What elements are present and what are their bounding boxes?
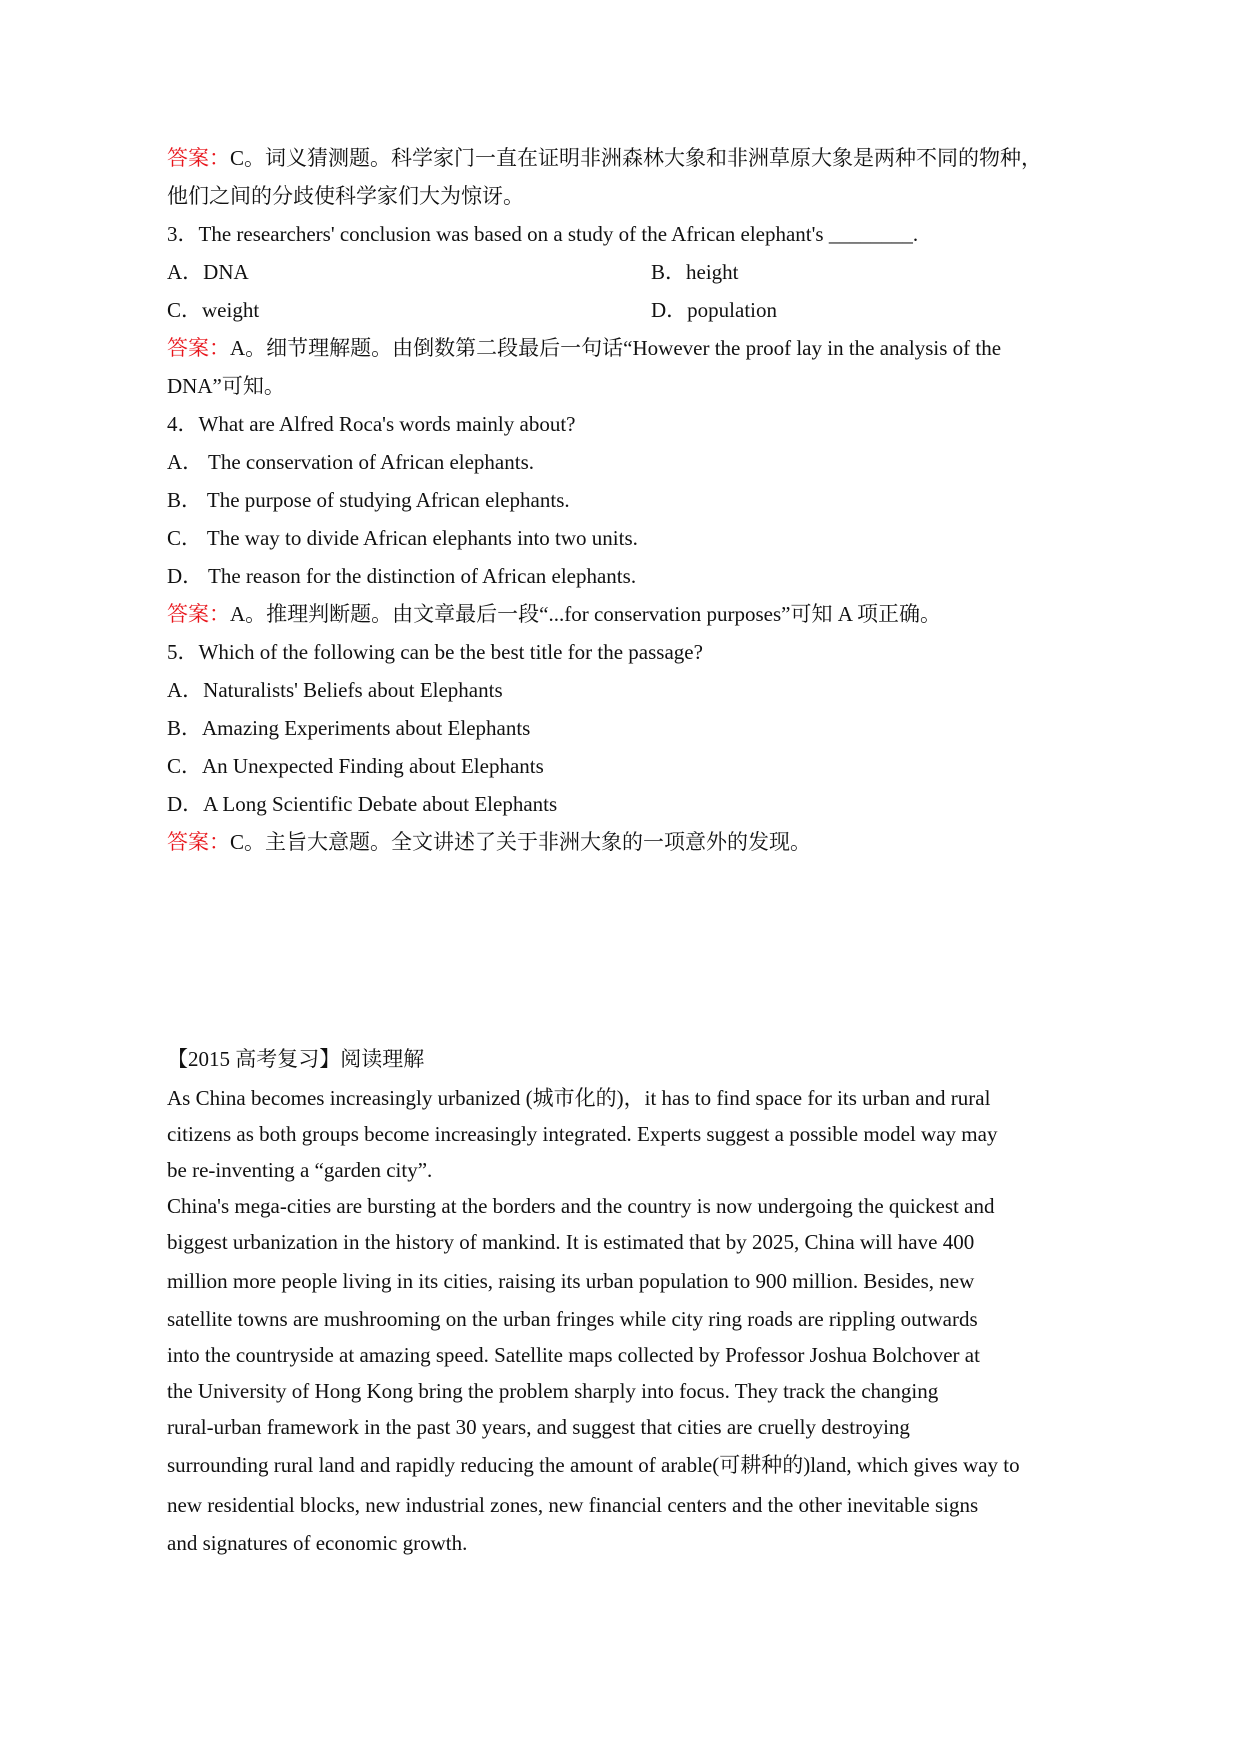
answer-text: A。细节理解题。由倒数第二段最后一句话“However the proof lay in the analysis of the [230, 336, 1002, 360]
passage-line: new residential blocks, new industrial zones, new financial centers and the other inevitable signs [167, 1493, 979, 1517]
passage-line: into the countryside at amazing speed. Satellite maps collected by Professor Joshua Bolchover at [167, 1343, 980, 1367]
q5-option-d: D．A Long Scientific Debate about Elephants [167, 792, 558, 816]
q3-options-row-1 [167, 258, 1087, 286]
reading-passage [167, 1038, 1097, 1561]
q3-option-a: A．DNA [167, 260, 249, 284]
q5-option-a: A．Naturalists' Beliefs about Elephants [167, 678, 503, 702]
q4-stem: 4．What are Alfred Roca's words mainly about? [167, 412, 576, 436]
q2-answer-line-2: 他们之间的分歧使科学家们大为惊讶。 [167, 184, 524, 208]
passage-line: citizens as both groups become increasingly integrated. Experts suggest a possible model way may [167, 1122, 998, 1146]
passage-line: be re-inventing a “garden city”. [167, 1158, 433, 1182]
q3-answer-line-2: DNA”可知。 [167, 374, 285, 398]
passage-line: and signatures of economic growth. [167, 1531, 468, 1555]
passage-line: million more people living in its cities, raising its urban population to 900 million. Besides, new [167, 1269, 975, 1293]
passage-line: As China becomes increasingly urbanized (城市化的)，it has to find space for its urban and rural [167, 1086, 991, 1110]
q2-answer-line-1 [167, 144, 1087, 172]
question-section [167, 144, 1087, 856]
q5-answer [167, 828, 1087, 856]
q3-options-row-2 [167, 296, 1087, 324]
q3-option-b: B．height [651, 260, 739, 284]
q3-answer-line-1 [167, 334, 1087, 362]
q3-option-d: D．population [651, 298, 777, 322]
q4-answer [167, 600, 1087, 628]
passage-line: rural-urban framework in the past 30 years, and suggest that cities are cruelly destroying [167, 1415, 910, 1439]
passage-line: biggest urbanization in the history of mankind. It is estimated that by 2025, China will have 400 [167, 1230, 975, 1254]
q5-option-c: C．An Unexpected Finding about Elephants [167, 754, 544, 778]
passage-line: China's mega-cities are bursting at the borders and the country is now undergoing the quickest and [167, 1194, 995, 1218]
passage-line: the University of Hong Kong bring the problem sharply into focus. They track the changing [167, 1379, 939, 1403]
q3-stem: 3．The researchers' conclusion was based on a study of the African elephant's ________. [167, 222, 919, 246]
answer-text: C。主旨大意题。全文讲述了关于非洲大象的一项意外的发现。 [230, 830, 812, 854]
q4-option-b: B． The purpose of studying African elephants. [167, 488, 570, 512]
q3-option-c: C．weight [167, 298, 260, 322]
answer-label: 答案： [167, 830, 230, 854]
answer-label: 答案： [167, 336, 230, 360]
q4-option-c: C． The way to divide African elephants into two units. [167, 526, 638, 550]
q4-option-d: D． The reason for the distinction of African elephants. [167, 564, 637, 588]
passage-line: surrounding rural land and rapidly reducing the amount of arable(可耕种的)land, which gives way to [167, 1453, 1020, 1477]
answer-label: 答案： [167, 146, 230, 170]
q5-option-b: B．Amazing Experiments about Elephants [167, 716, 531, 740]
answer-label: 答案： [167, 602, 230, 626]
passage-title: 【2015 高考复习】阅读理解 [167, 1047, 425, 1071]
answer-text: C。词义猜测题。科学家门一直在证明非洲森林大象和非洲草原大象是两种不同的物种， [230, 146, 1043, 170]
passage-line: satellite towns are mushrooming on the urban fringes while city ring roads are rippling outwards [167, 1307, 978, 1331]
q4-option-a: A． The conservation of African elephants. [167, 450, 534, 474]
answer-text: A。推理判断题。由文章最后一段“...for conservation purposes”可知 A 项正确。 [230, 602, 942, 626]
q5-stem: 5．Which of the following can be the best title for the passage? [167, 640, 703, 664]
